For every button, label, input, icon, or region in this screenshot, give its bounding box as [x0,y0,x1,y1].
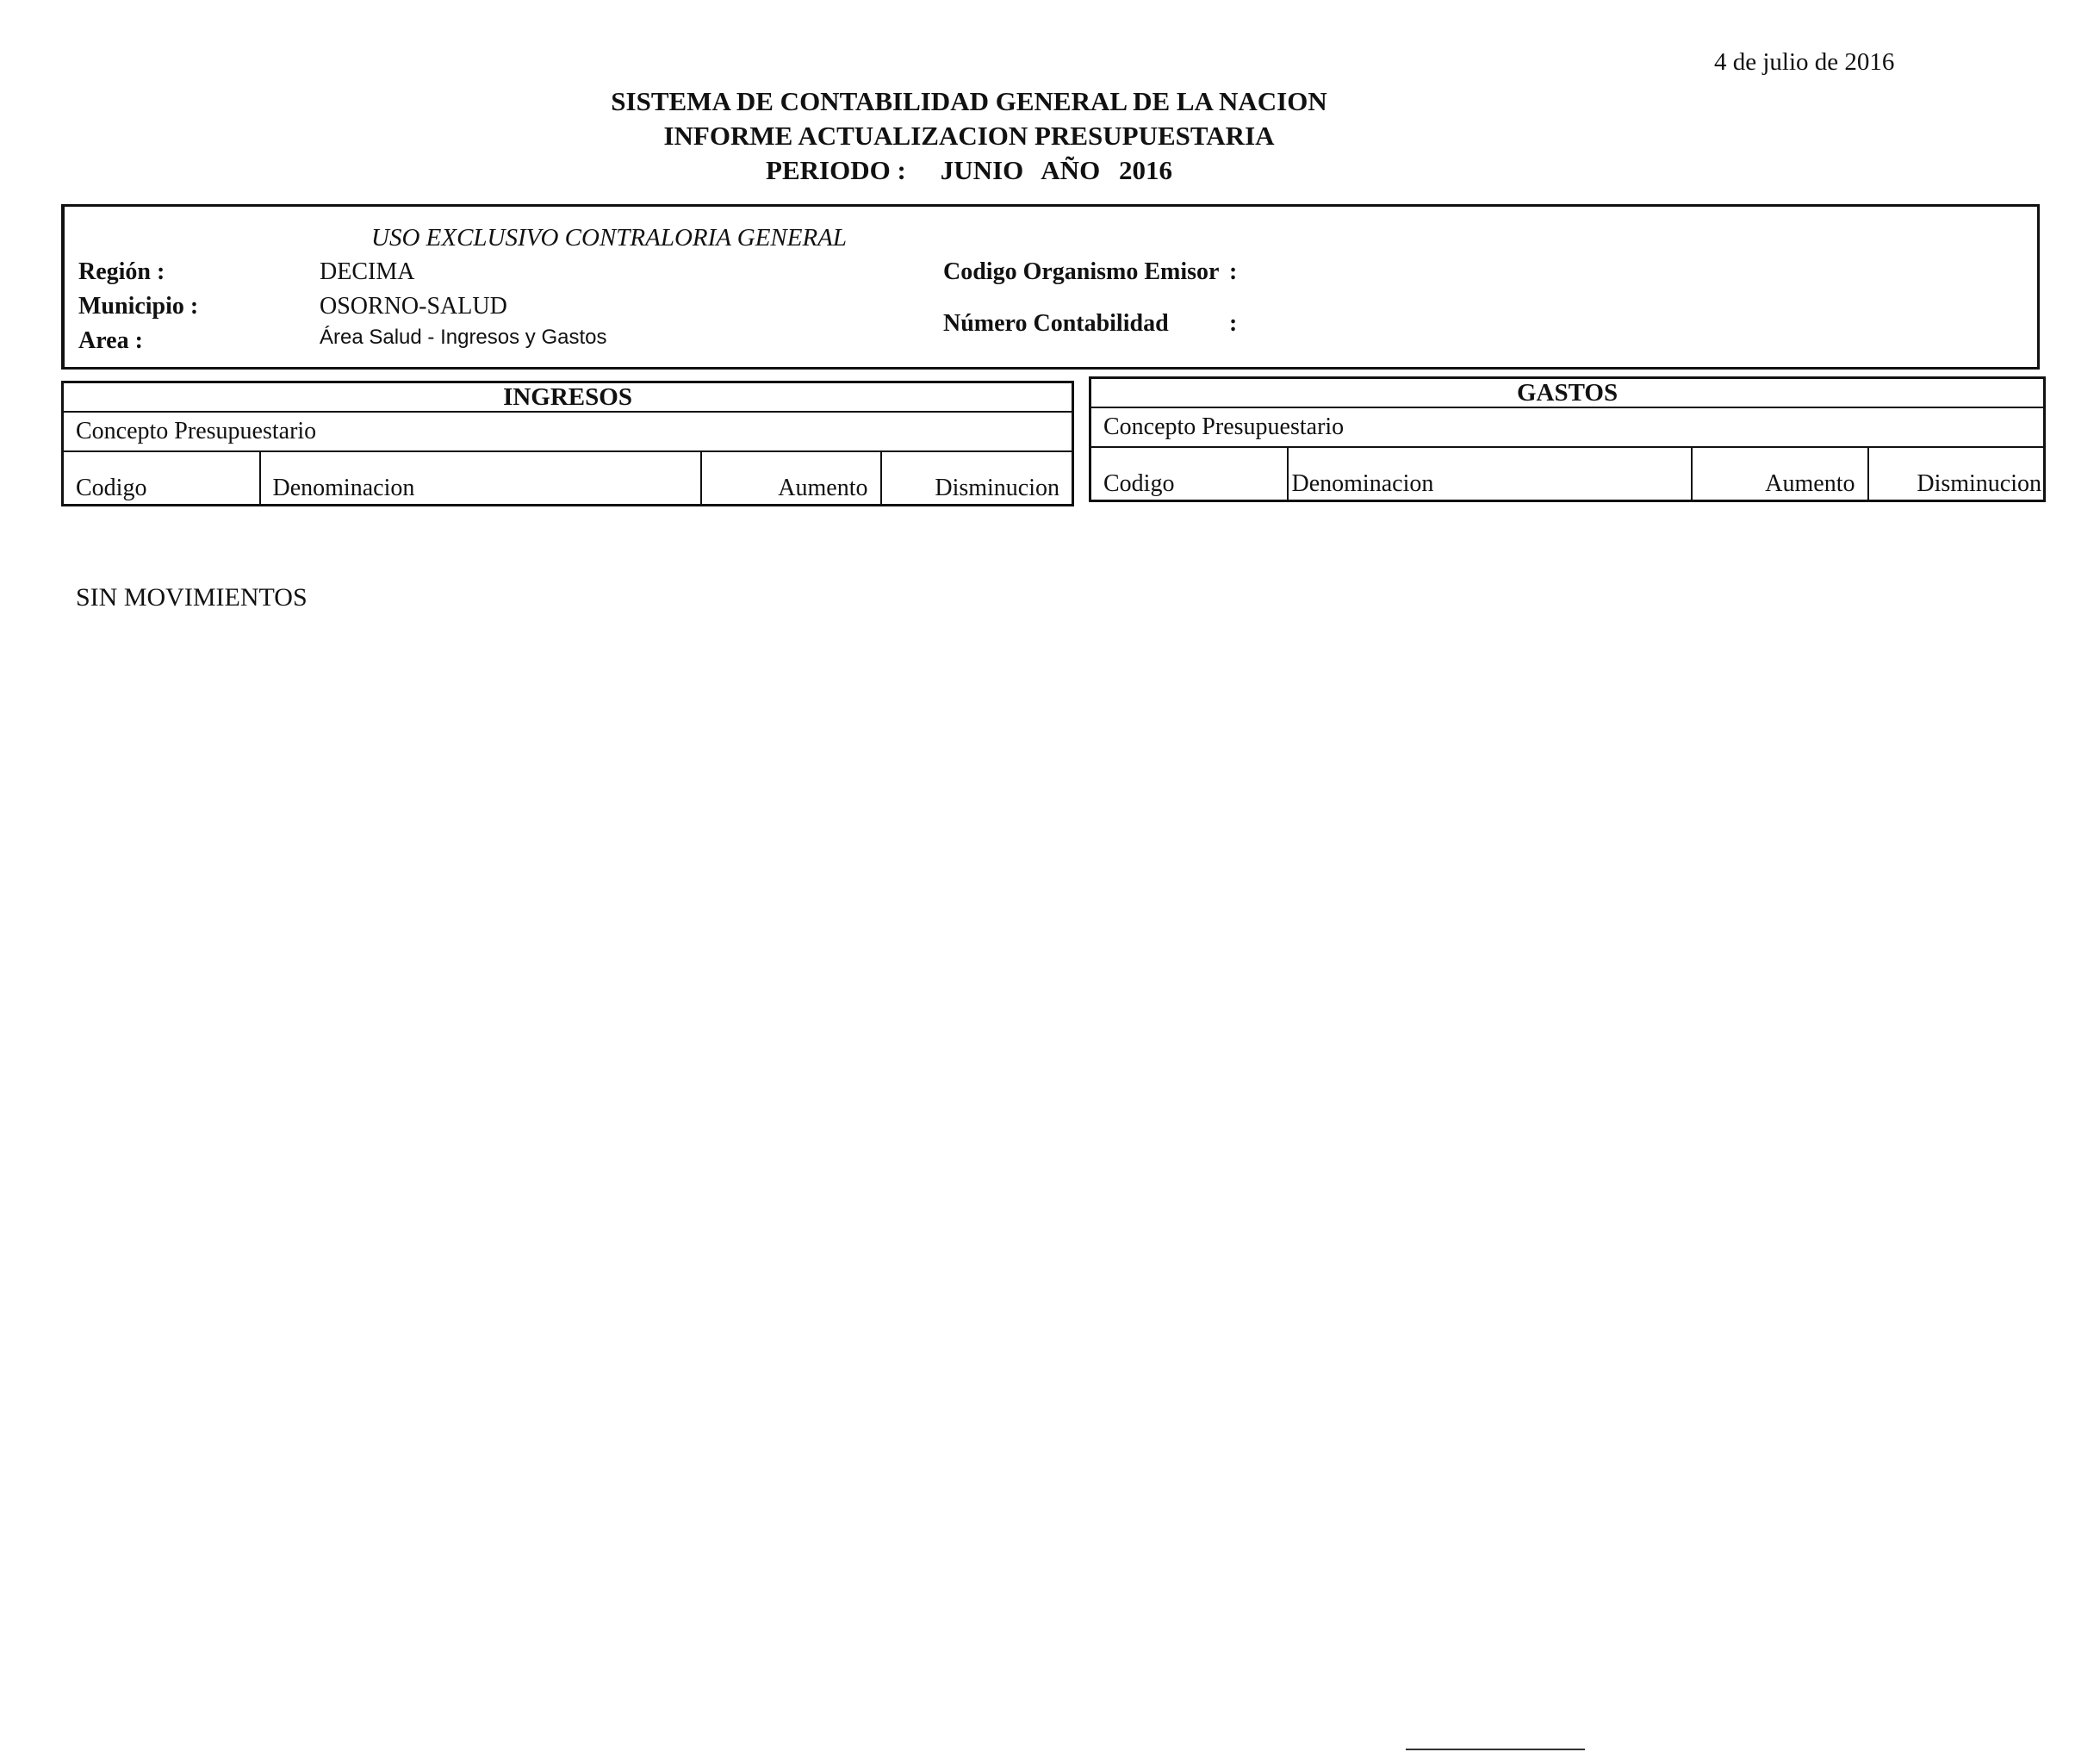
ingresos-table [61,381,1074,506]
periodo-year: 2016 [1118,155,1172,185]
codigo-emisor-label: Codigo Organismo Emisor [943,258,1220,285]
report-date: 4 de julio de 2016 [1714,48,1895,76]
ingresos-concepto-header: Concepto Presupuestario [63,412,1073,451]
gastos-col-denominacion: Denominacion [1288,447,1692,501]
gastos-section-title: GASTOS [1090,378,2045,408]
report-periodo [0,153,1938,188]
periodo-month: JUNIO [940,155,1024,185]
codigo-emisor-colon: : [1229,258,1238,285]
region-value: DECIMA [320,258,415,285]
gastos-col-aumento: Aumento [1692,447,1868,501]
ingresos-col-aumento: Aumento [701,451,881,506]
region-label: Región : [78,258,165,285]
municipio-value: OSORNO-SALUD [320,293,507,320]
gastos-table [1089,376,2046,502]
periodo-year-label: AÑO [1041,155,1101,185]
uso-exclusivo-label: USO EXCLUSIVO CONTRALORIA GENERAL [371,224,848,252]
numero-contabilidad-colon: : [1229,310,1238,337]
gastos-concepto-header: Concepto Presupuestario [1090,407,2045,447]
ingresos-section-title: INGRESOS [63,382,1073,413]
periodo-label: PERIODO : [766,155,906,185]
ingresos-col-denominacion: Denominacion [260,451,701,506]
sin-movimientos-text: SIN MOVIMIENTOS [76,583,308,612]
municipio-label: Municipio : [78,293,199,320]
report-title-informe: INFORME ACTUALIZACION PRESUPUESTARIA [663,121,1275,151]
numero-contabilidad-label: Número Contabilidad [943,310,1169,337]
info-box [61,204,2040,370]
area-label: Area : [78,327,143,354]
ingresos-col-codigo: Codigo [63,451,260,506]
area-value: Área Salud - Ingresos y Gastos [320,326,607,349]
report-titles [0,84,1938,188]
ingresos-col-disminucion: Disminucion [881,451,1073,506]
gastos-col-disminucion: Disminucion [1868,447,2045,501]
report-title-system: SISTEMA DE CONTABILIDAD GENERAL DE LA NACION [611,86,1327,116]
gastos-col-codigo: Codigo [1090,447,1288,501]
footer-divider [1406,1749,1585,1750]
